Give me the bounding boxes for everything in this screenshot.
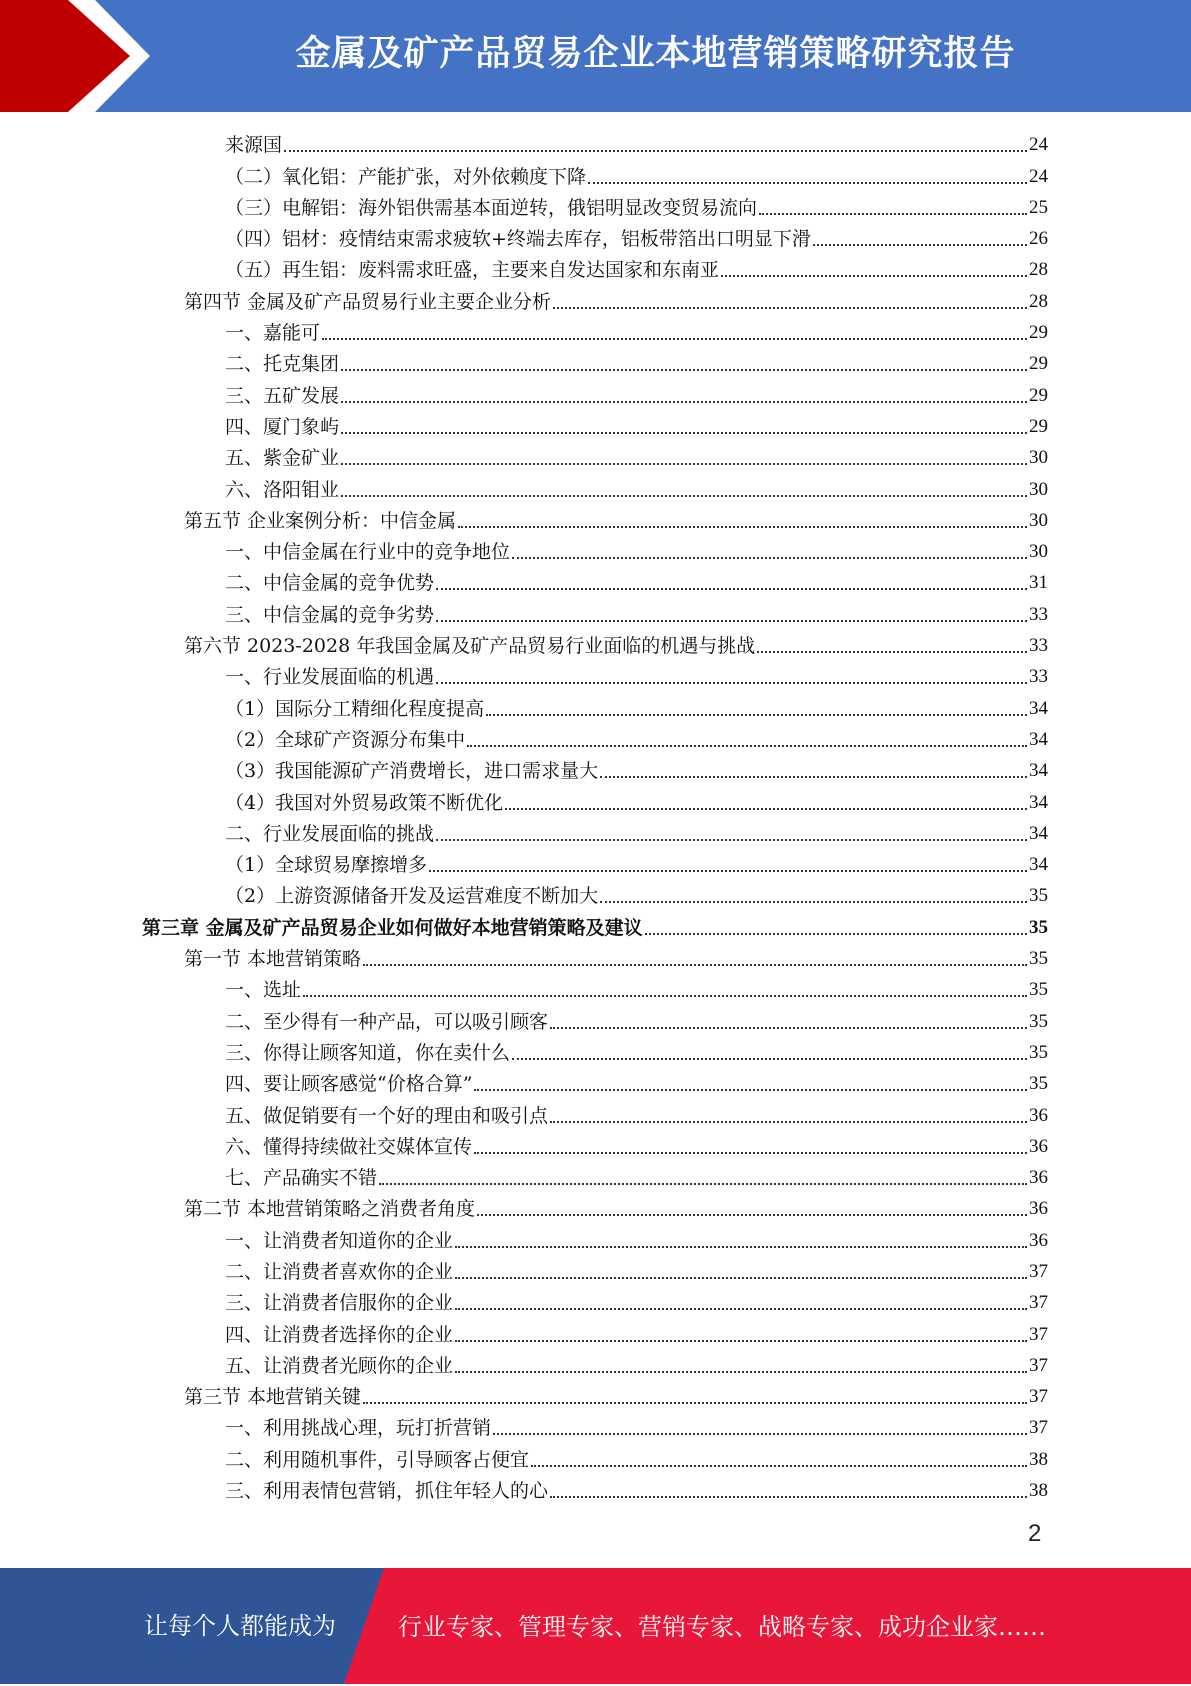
toc-entry-page: 35 — [1029, 916, 1048, 938]
toc-entry[interactable] — [0, 1254, 1191, 1285]
toc-entry[interactable] — [0, 722, 1191, 753]
report-title: 金属及矿产品贸易企业本地营销策略研究报告 — [295, 34, 1016, 74]
toc-entry-page: 26 — [1029, 228, 1048, 250]
toc-entry[interactable] — [0, 1285, 1191, 1316]
toc-entry[interactable] — [0, 1066, 1191, 1097]
toc-entry-title: 六、懂得持续做社交媒体宣传 — [225, 1135, 473, 1158]
toc-entry-page: 24 — [1029, 134, 1048, 156]
toc-dot-leader — [341, 477, 1027, 503]
toc-dot-leader — [600, 883, 1027, 909]
page-footer — [0, 1568, 1191, 1684]
toc-dot-leader — [550, 1103, 1027, 1129]
toc-entry-page: 35 — [1029, 1041, 1048, 1063]
toc-entry-title: （三）电解铝：海外铝供需基本面逆转，俄铝明显改变贸易流向 — [225, 196, 758, 219]
toc-dot-leader — [477, 1196, 1027, 1222]
toc-entry-page: 29 — [1029, 415, 1048, 437]
toc-entry-page: 38 — [1029, 1480, 1048, 1502]
toc-entry-title: （四）铝材：疫情结束需求疲软+终端去库存，铝板带箔出口明显下滑 — [225, 228, 811, 251]
toc-entry-page: 25 — [1029, 196, 1048, 218]
toc-entry-title: 六、洛阳钼业 — [225, 478, 340, 501]
toc-entry-page: 28 — [1029, 259, 1048, 281]
toc-entry-page: 34 — [1029, 854, 1048, 876]
toc-entry-page: 34 — [1029, 728, 1048, 750]
toc-entry[interactable] — [0, 1316, 1191, 1347]
toc-entry-title: 一、行业发展面临的机遇 — [225, 666, 435, 689]
toc-dot-leader — [455, 1322, 1027, 1348]
toc-entry-title: （五）再生铝：废料需求旺盛，主要来自发达国家和东南亚 — [225, 259, 720, 282]
toc-entry-page: 37 — [1029, 1292, 1048, 1314]
toc-entry-page: 37 — [1029, 1260, 1048, 1282]
toc-entry[interactable] — [0, 1441, 1191, 1472]
toc-dot-leader — [757, 633, 1027, 659]
toc-entry-title: 四、让消费者选择你的企业 — [225, 1323, 454, 1346]
toc-entry-title: 第六节 2023-2028 年我国金属及矿产品贸易行业面临的机遇与挑战 — [184, 635, 756, 658]
toc-entry-page: 34 — [1029, 822, 1048, 844]
toc-entry-page: 29 — [1029, 384, 1048, 406]
toc-entry-page: 30 — [1029, 541, 1048, 563]
toc-entry-title: 第五节 企业案例分析：中信金属 — [184, 509, 457, 532]
toc-dot-leader — [436, 664, 1027, 690]
toc-entry-title: 第三章 金属及矿产品贸易企业如何做好本地营销策略及建议 — [142, 916, 643, 939]
header-chevron-shape — [0, 0, 160, 112]
toc-dot-leader — [721, 257, 1027, 283]
toc-entry-page: 36 — [1029, 1229, 1048, 1251]
toc-dot-leader — [486, 696, 1027, 722]
toc-dot-leader — [363, 1384, 1027, 1410]
toc-entry-page: 37 — [1029, 1323, 1048, 1345]
toc-entry-page: 28 — [1029, 290, 1048, 312]
toc-entry-page: 36 — [1029, 1167, 1048, 1189]
toc-entry[interactable] — [0, 816, 1191, 847]
footer-slogan-left: 让每个人都能成为 — [144, 1612, 336, 1640]
toc-entry[interactable] — [0, 221, 1191, 252]
toc-entry-title: 三、你得让顾客知道，你在卖什么 — [225, 1041, 511, 1064]
toc-entry[interactable] — [0, 503, 1191, 534]
toc-entry-page: 37 — [1029, 1417, 1048, 1439]
toc-dot-leader — [303, 977, 1027, 1003]
toc-dot-leader — [645, 915, 1027, 941]
toc-dot-leader — [550, 1009, 1027, 1035]
toc-entry-title: 一、利用挑战心理，玩打折营销 — [225, 1417, 492, 1440]
toc-dot-leader — [436, 570, 1027, 596]
toc-entry[interactable] — [0, 377, 1191, 408]
toc-entry-title: （二）氧化铝：产能扩张，对外依赖度下降 — [225, 165, 587, 188]
toc-entry[interactable] — [0, 127, 1191, 158]
toc-entry-title: （1）国际分工精细化程度提高 — [225, 697, 485, 720]
toc-entry-title: 五、做促销要有一个好的理由和吸引点 — [225, 1104, 549, 1127]
footer-slogan-right: 行业专家、管理专家、营销专家、战略专家、成功企业家…… — [398, 1613, 1046, 1641]
table-of-contents — [0, 127, 1191, 1504]
toc-entry-title: 一、中信金属在行业中的竞争地位 — [225, 541, 511, 564]
toc-entry-page: 24 — [1029, 165, 1048, 187]
toc-dot-leader — [436, 602, 1027, 628]
toc-entry-title: 四、要让顾客感觉“价格合算” — [225, 1073, 473, 1096]
toc-entry-title: 二、中信金属的竞争优势 — [225, 572, 435, 595]
toc-entry[interactable] — [0, 565, 1191, 596]
toc-entry[interactable] — [0, 1097, 1191, 1128]
toc-dot-leader — [429, 852, 1027, 878]
toc-entry-title: 三、中信金属的竞争劣势 — [225, 603, 435, 626]
toc-entry[interactable] — [0, 878, 1191, 909]
toc-dot-leader — [588, 164, 1027, 190]
toc-dot-leader — [512, 1040, 1027, 1066]
toc-entry[interactable] — [0, 1348, 1191, 1379]
toc-entry-title: 五、让消费者光顾你的企业 — [225, 1354, 454, 1377]
toc-dot-leader — [600, 758, 1027, 784]
toc-entry-page: 34 — [1029, 791, 1048, 813]
toc-dot-leader — [759, 195, 1027, 221]
toc-entry-page: 35 — [1029, 885, 1048, 907]
toc-dot-leader — [341, 383, 1027, 409]
toc-entry-page: 35 — [1029, 948, 1048, 970]
toc-entry[interactable] — [0, 690, 1191, 721]
toc-entry-title: （3）我国能源矿产消费增长，进口需求量大 — [225, 760, 599, 783]
toc-entry[interactable] — [0, 346, 1191, 377]
toc-entry-title: 二、让消费者喜欢你的企业 — [225, 1260, 454, 1283]
toc-entry-page: 31 — [1029, 572, 1048, 594]
toc-dot-leader — [363, 946, 1027, 972]
toc-entry[interactable] — [0, 1473, 1191, 1504]
toc-entry-title: 二、托克集团 — [225, 353, 340, 376]
toc-dot-leader — [322, 320, 1027, 346]
toc-entry[interactable] — [0, 534, 1191, 565]
toc-entry-title: （1）全球贸易摩擦增多 — [225, 854, 428, 877]
toc-dot-leader — [550, 1478, 1027, 1504]
toc-entry-page: 29 — [1029, 353, 1048, 375]
toc-entry-page: 29 — [1029, 322, 1048, 344]
toc-entry-title: 三、利用表情包营销，抓住年轻人的心 — [225, 1480, 549, 1503]
toc-entry-title: （2）全球矿产资源分布集中 — [225, 728, 466, 751]
toc-entry-page: 33 — [1029, 666, 1048, 688]
toc-entry[interactable] — [0, 1035, 1191, 1066]
toc-entry-title: 三、让消费者信服你的企业 — [225, 1292, 454, 1315]
toc-entry-title: 二、至少得有一种产品，可以吸引顾客 — [225, 1010, 549, 1033]
toc-dot-leader — [474, 1071, 1027, 1097]
toc-entry-page: 35 — [1029, 1073, 1048, 1095]
toc-dot-leader — [455, 1290, 1027, 1316]
toc-entry[interactable] — [0, 1410, 1191, 1441]
toc-entry-title: 二、行业发展面临的挑战 — [225, 822, 435, 845]
toc-entry-page: 33 — [1029, 603, 1048, 625]
toc-entry[interactable] — [0, 252, 1191, 283]
toc-entry[interactable] — [0, 847, 1191, 878]
toc-entry[interactable] — [0, 628, 1191, 659]
toc-dot-leader — [341, 351, 1027, 377]
toc-entry-page: 30 — [1029, 447, 1048, 469]
toc-entry[interactable] — [0, 909, 1191, 940]
toc-entry[interactable] — [0, 1191, 1191, 1222]
toc-dot-leader — [474, 1134, 1027, 1160]
toc-entry-title: （2）上游资源储备开发及运营难度不断加大 — [225, 885, 599, 908]
toc-entry-page: 37 — [1029, 1386, 1048, 1408]
toc-dot-leader — [341, 445, 1027, 471]
toc-entry-page: 34 — [1029, 697, 1048, 719]
toc-entry[interactable] — [0, 409, 1191, 440]
toc-dot-leader — [813, 226, 1027, 252]
toc-entry-title: 第四节 金属及矿产品贸易行业主要企业分析 — [184, 290, 552, 313]
toc-entry-page: 35 — [1029, 1010, 1048, 1032]
toc-entry[interactable] — [0, 784, 1191, 815]
toc-entry-page: 34 — [1029, 760, 1048, 782]
toc-entry[interactable] — [0, 1222, 1191, 1253]
toc-entry-title: 一、让消费者知道你的企业 — [225, 1229, 454, 1252]
page-number: 2 — [1028, 1520, 1042, 1547]
toc-dot-leader — [455, 1353, 1027, 1379]
toc-entry[interactable] — [0, 315, 1191, 346]
toc-entry-title: 第二节 本地营销策略之消费者角度 — [184, 1198, 476, 1221]
toc-entry-page: 30 — [1029, 509, 1048, 531]
toc-entry[interactable] — [0, 659, 1191, 690]
toc-dot-leader — [436, 821, 1027, 847]
toc-dot-leader — [467, 727, 1027, 753]
toc-dot-leader — [455, 1228, 1027, 1254]
toc-entry-title: 三、五矿发展 — [225, 384, 340, 407]
toc-dot-leader — [531, 1447, 1027, 1473]
toc-entry-title: 七、产品确实不错 — [225, 1167, 378, 1190]
page-header — [0, 0, 1191, 112]
toc-entry-page: 36 — [1029, 1104, 1048, 1126]
toc-entry[interactable] — [0, 190, 1191, 221]
toc-entry[interactable] — [0, 158, 1191, 189]
toc-dot-leader — [284, 132, 1027, 158]
toc-entry[interactable] — [0, 1160, 1191, 1191]
toc-entry-title: 第一节 本地营销策略 — [184, 948, 362, 971]
toc-entry[interactable] — [0, 941, 1191, 972]
toc-dot-leader — [512, 539, 1027, 565]
toc-entry-page: 37 — [1029, 1354, 1048, 1376]
toc-entry-page: 36 — [1029, 1135, 1048, 1157]
toc-entry-page: 36 — [1029, 1198, 1048, 1220]
toc-dot-leader — [458, 508, 1027, 534]
toc-entry-page: 30 — [1029, 478, 1048, 500]
toc-entry[interactable] — [0, 1379, 1191, 1410]
toc-entry[interactable] — [0, 972, 1191, 1003]
toc-entry-title: 第三节 本地营销关键 — [184, 1386, 362, 1409]
toc-dot-leader — [341, 414, 1027, 440]
toc-entry-page: 35 — [1029, 979, 1048, 1001]
toc-entry-title: （4）我国对外贸易政策不断优化 — [225, 791, 504, 814]
toc-dot-leader — [505, 790, 1027, 816]
toc-dot-leader — [379, 1165, 1027, 1191]
toc-entry-title: 一、选址 — [225, 979, 302, 1002]
toc-dot-leader — [493, 1415, 1027, 1441]
toc-entry[interactable] — [0, 1129, 1191, 1160]
toc-entry-title: 一、嘉能可 — [225, 322, 321, 345]
toc-entry-title: 来源国 — [225, 134, 283, 157]
toc-dot-leader — [455, 1259, 1027, 1285]
toc-entry-title: 二、利用随机事件，引导顾客占便宜 — [225, 1448, 530, 1471]
toc-entry[interactable] — [0, 753, 1191, 784]
toc-entry-title: 五、紫金矿业 — [225, 447, 340, 470]
toc-entry[interactable] — [0, 596, 1191, 627]
toc-entry[interactable] — [0, 283, 1191, 314]
toc-entry-title: 四、厦门象屿 — [225, 415, 340, 438]
toc-dot-leader — [553, 289, 1027, 315]
toc-entry-page: 38 — [1029, 1448, 1048, 1470]
toc-entry[interactable] — [0, 440, 1191, 471]
toc-entry-page: 33 — [1029, 635, 1048, 657]
toc-entry[interactable] — [0, 1003, 1191, 1034]
toc-entry[interactable] — [0, 471, 1191, 502]
